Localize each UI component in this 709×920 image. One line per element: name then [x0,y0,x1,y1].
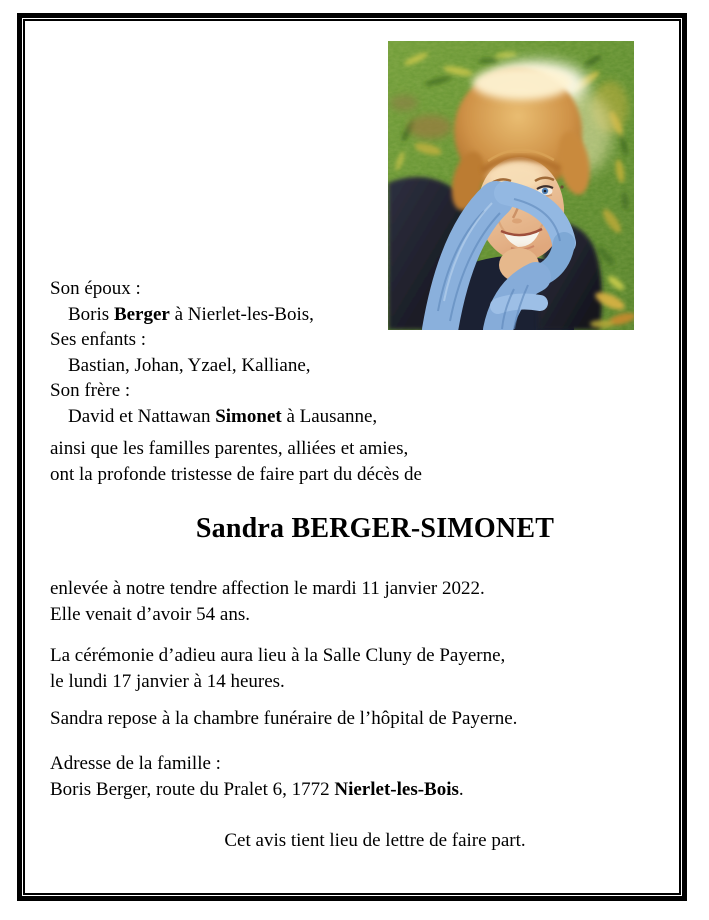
ceremony-details [50,643,505,694]
brother-label: Son frère : [50,380,131,401]
death-details [50,576,485,627]
brother-name-pre: David et Nattawan [68,405,216,427]
address-locality: Nierlet-les-Bois [334,778,459,800]
deceased-name: Sandra BERGER-SIMONET [195,513,555,544]
brother-label-line [50,378,377,404]
children-label: Ses enfants : [50,329,147,350]
portrait-photo-art [388,41,634,330]
ceremony-line-2: le lundi 17 janvier à 14 heures. [50,670,285,692]
death-line-2: Elle venait d’avoir 54 ans. [50,603,250,625]
intro-line-1: ainsi que les familles parentes, alliées et amies, [50,438,409,459]
spouse-name-line [50,302,377,328]
brother-name-post: à Lausanne, [281,405,378,427]
intro-paragraph [50,436,422,487]
address-pre: Boris Berger, route du Pralet 6, 1772 [50,778,335,800]
spouse-label: Son époux : [50,278,141,299]
closing-line: Cet avis tient lieu de lettre de faire part. [224,830,526,851]
address-label-line: Adresse de la famille : [50,753,221,774]
address-post: . [458,778,464,800]
family-relations [50,276,377,429]
address-value-line [50,777,464,803]
children-names: Bastian, Johan, Yzael, Kalliane, [68,354,311,376]
brother-name-line [50,404,377,430]
spouse-name-post: à Nierlet-les-Bois, [169,303,314,325]
death-line-1: enlevée à notre tendre affection le mardi 11 janvier 2022. [50,578,485,599]
family-address [50,751,464,802]
spouse-surname: Berger [113,303,170,325]
intro-line-2: ont la profonde tristesse de faire part du décès de [50,463,422,485]
spouse-name-pre: Boris [68,303,114,325]
children-names-line [50,353,377,379]
brother-surname: Simonet [215,405,282,427]
repose-line: Sandra repose à la chambre funéraire de l’hôpital de Payerne. [50,708,518,729]
portrait-photo [388,41,634,330]
spouse-label-line [50,276,377,302]
ceremony-line-1: La cérémonie d’adieu aura lieu à la Salle Cluny de Payerne, [50,645,506,666]
children-label-line [50,327,377,353]
